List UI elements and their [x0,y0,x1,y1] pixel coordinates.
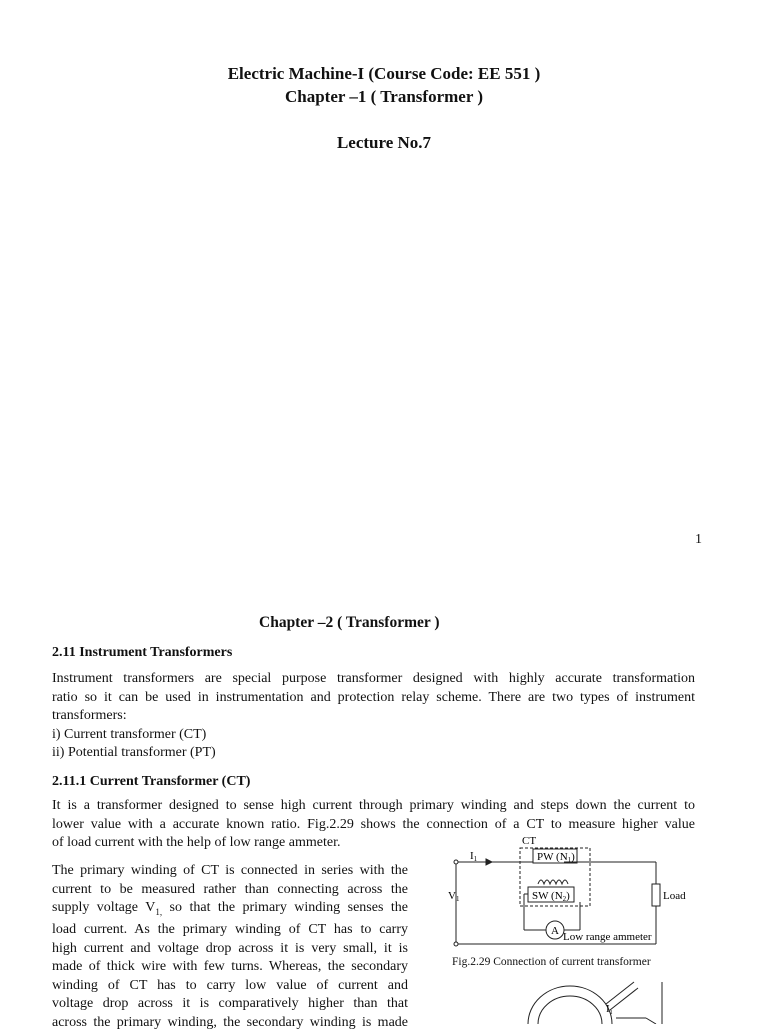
lecture-title: Lecture No.7 [336,133,432,152]
lower-figure-lead [646,1018,656,1024]
ct-body-line: made of thick wire with few turns. Whereas, the secondary [52,959,408,975]
ct-body-line: high current and voltage drop across it is very small, it is [52,940,408,956]
figure-caption: Fig.2.29 Connection of current transformer [452,956,651,968]
ct-intro-line: lower value with a accurate known ratio. Fig.2.29 shows the connection of a CT to measure higher value [52,816,695,832]
current-label: I1 [470,850,478,863]
chapter-title: Chapter –1 ( Transformer ) [285,87,483,106]
ct-body-line: The primary winding of CT is connected in series with the [52,863,408,878]
page-number: 1 [695,532,702,547]
intro-line: ratio so it can be used in instrumentation and protection relay scheme. There are two types of instrument [52,689,695,705]
ct-body-text: supply voltage V [52,900,156,915]
lower-figure-core [528,986,612,1024]
intro-line: transformers: [52,708,127,723]
list-item: ii) Potential transformer (PT) [52,745,216,760]
lower-figure-core-inner [538,996,602,1024]
lower-figure-conductor [610,988,638,1010]
current-arrow [486,859,492,865]
ct-body-line: current to be measured rather than connecting across the [52,881,408,897]
ammeter-label: Low range ammeter [563,931,652,943]
secondary-winding-label: SW (N2) [532,890,570,903]
list-item: i) Current transformer (CT) [52,726,207,742]
lower-figure-conductor [606,982,634,1004]
voltage-label: V1 [448,890,460,903]
ct-body-paragraph [52,862,408,1032]
lower-figure-current-label: I1 [606,1003,613,1016]
subsection-heading: 2.11.1 Current Transformer (CT) [52,774,251,789]
primary-winding-label: PW (N1) [537,851,575,864]
chapter-heading: Chapter –2 ( Transformer ) [259,614,440,631]
ct-body-line: load current. As the primary winding of CT has to carry [52,922,408,938]
section-heading: 2.11 Instrument Transformers [52,645,233,660]
ct-label: CT [522,835,537,847]
ct-body-line [52,899,408,921]
load-resistor [652,884,660,906]
terminal [454,860,458,864]
ct-body-line: winding of CT has to carry low value of current and [52,977,408,993]
ct-body-line: voltage drop across it is comparatively higher than that [52,996,408,1012]
ammeter-symbol: A [551,925,559,937]
document-title: Electric Machine-I (Course Code: EE 551 ) [227,64,541,83]
ct-intro-line: It is a transformer designed to sense high current through primary winding and steps down the current to [52,798,695,813]
ct-body-text: so that the primary winding senses the [162,900,408,915]
ct-body-line: across the primary winding, the secondary winding is made [52,1014,408,1030]
ct-connection-figure [440,832,700,1024]
winding-coil [538,880,568,884]
load-label: Load [663,890,686,902]
ct-intro-line: of load current with the help of low range ammeter. [52,835,341,850]
intro-line: Instrument transformers are special purpose transformer designed with highly accurate transformation [52,671,695,686]
terminal [454,942,458,946]
ct-body-subscript: 1, [155,906,163,917]
intro-paragraph [52,670,695,763]
